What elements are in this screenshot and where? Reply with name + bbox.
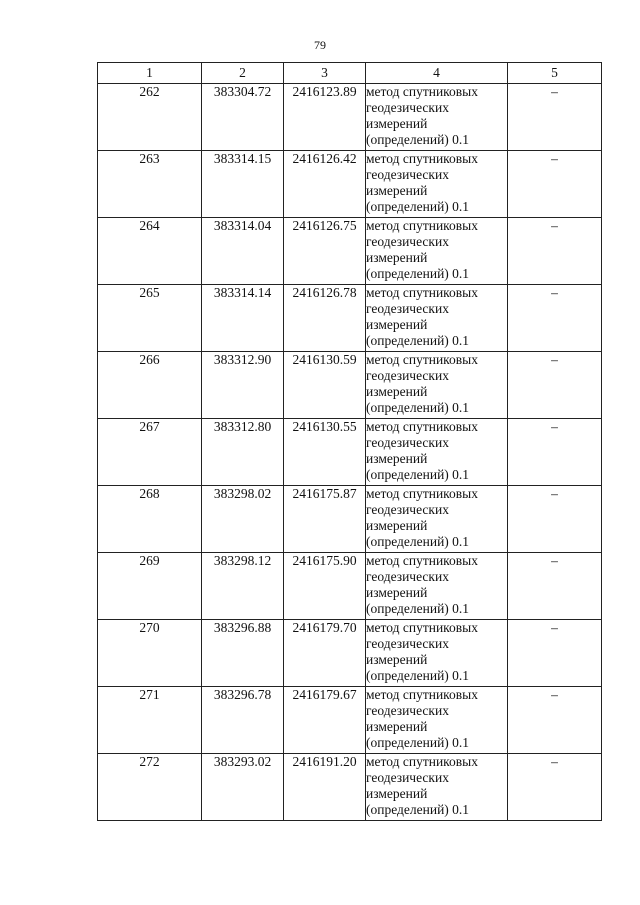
point-number-cell: 266 [98,352,202,419]
note-cell: – [508,419,602,486]
point-number-cell: 262 [98,84,202,151]
table-row [98,553,602,620]
table-row [98,754,602,821]
method-cell: метод спутниковых геодезических измерений (определений) 0.1 [366,218,508,285]
table-row [98,419,602,486]
point-number-cell: 269 [98,553,202,620]
x-coordinate-cell: 383314.04 [202,218,284,285]
note-cell: – [508,84,602,151]
y-coordinate-cell: 2416179.70 [284,620,366,687]
x-coordinate-cell: 383298.12 [202,553,284,620]
note-cell: – [508,352,602,419]
y-coordinate-cell: 2416191.20 [284,754,366,821]
column-header-1: 1 [98,63,202,84]
method-cell: метод спутниковых геодезических измерений (определений) 0.1 [366,419,508,486]
y-coordinate-cell: 2416179.67 [284,687,366,754]
coordinates-table [97,62,602,821]
point-number-cell: 265 [98,285,202,352]
x-coordinate-cell: 383298.02 [202,486,284,553]
y-coordinate-cell: 2416175.87 [284,486,366,553]
x-coordinate-cell: 383312.80 [202,419,284,486]
method-cell: метод спутниковых геодезических измерений (определений) 0.1 [366,352,508,419]
y-coordinate-cell: 2416175.90 [284,553,366,620]
note-cell: – [508,151,602,218]
note-cell: – [508,486,602,553]
y-coordinate-cell: 2416123.89 [284,84,366,151]
method-cell: метод спутниковых геодезических измерений (определений) 0.1 [366,285,508,352]
y-coordinate-cell: 2416130.59 [284,352,366,419]
x-coordinate-cell: 383296.88 [202,620,284,687]
method-cell: метод спутниковых геодезических измерений (определений) 0.1 [366,620,508,687]
table-header-row [98,63,602,84]
note-cell: – [508,218,602,285]
column-header-3: 3 [284,63,366,84]
point-number-cell: 263 [98,151,202,218]
x-coordinate-cell: 383293.02 [202,754,284,821]
note-cell: – [508,687,602,754]
y-coordinate-cell: 2416126.75 [284,218,366,285]
method-cell: метод спутниковых геодезических измерений (определений) 0.1 [366,151,508,218]
point-number-cell: 264 [98,218,202,285]
column-header-5: 5 [508,63,602,84]
table-row [98,687,602,754]
table-row [98,285,602,352]
x-coordinate-cell: 383314.15 [202,151,284,218]
note-cell: – [508,754,602,821]
point-number-cell: 268 [98,486,202,553]
table-row [98,151,602,218]
page-number: 79 [314,38,326,52]
table-row [98,486,602,553]
x-coordinate-cell: 383314.14 [202,285,284,352]
method-cell: метод спутниковых геодезических измерений (определений) 0.1 [366,553,508,620]
table-row [98,218,602,285]
method-cell: метод спутниковых геодезических измерений (определений) 0.1 [366,687,508,754]
point-number-cell: 272 [98,754,202,821]
column-header-2: 2 [202,63,284,84]
y-coordinate-cell: 2416126.78 [284,285,366,352]
point-number-cell: 267 [98,419,202,486]
y-coordinate-cell: 2416126.42 [284,151,366,218]
method-cell: метод спутниковых геодезических измерений (определений) 0.1 [366,754,508,821]
x-coordinate-cell: 383296.78 [202,687,284,754]
y-coordinate-cell: 2416130.55 [284,419,366,486]
table-body [98,84,602,821]
column-header-4: 4 [366,63,508,84]
table-row [98,620,602,687]
note-cell: – [508,285,602,352]
method-cell: метод спутниковых геодезических измерений (определений) 0.1 [366,486,508,553]
method-cell: метод спутниковых геодезических измерений (определений) 0.1 [366,84,508,151]
point-number-cell: 271 [98,687,202,754]
point-number-cell: 270 [98,620,202,687]
table-row [98,352,602,419]
x-coordinate-cell: 383304.72 [202,84,284,151]
note-cell: – [508,553,602,620]
table-row [98,84,602,151]
note-cell: – [508,620,602,687]
x-coordinate-cell: 383312.90 [202,352,284,419]
